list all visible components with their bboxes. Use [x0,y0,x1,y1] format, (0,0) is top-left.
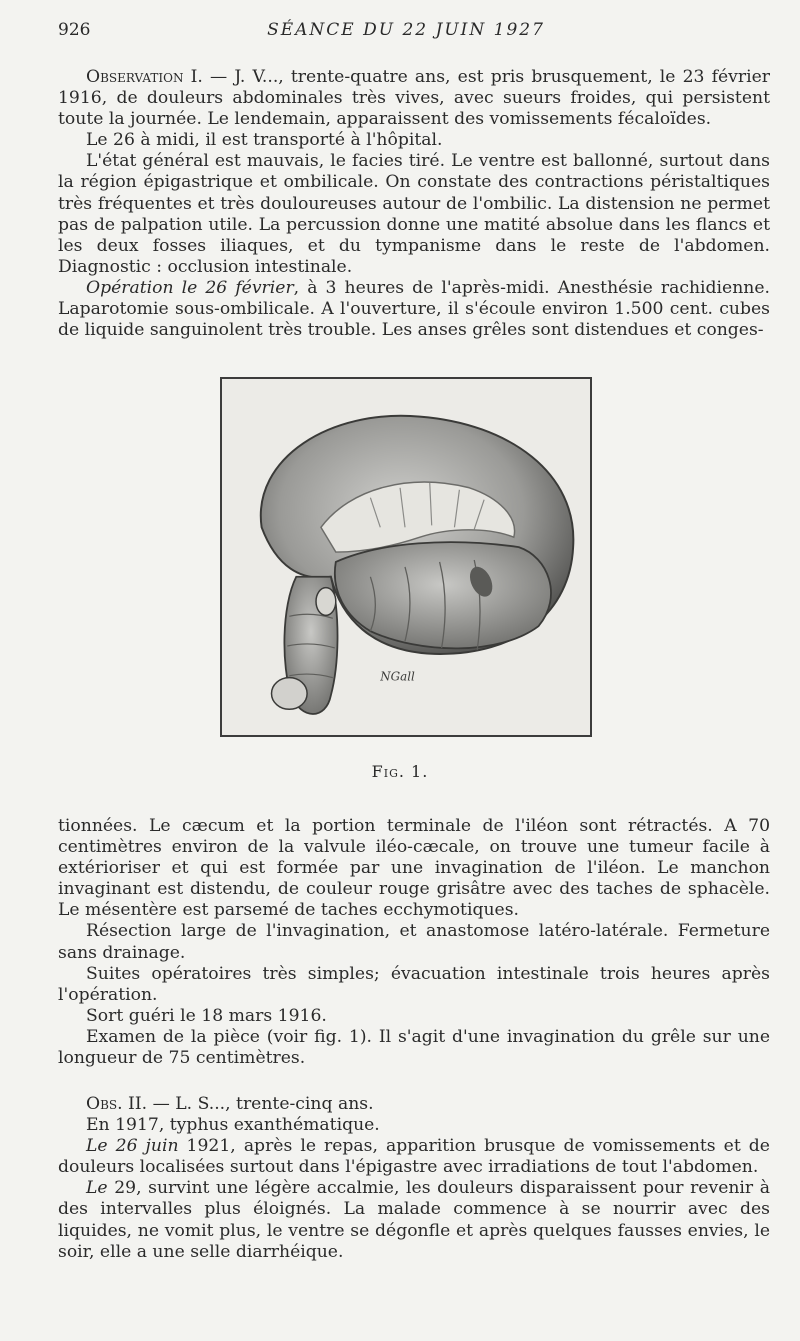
obs2-label: Obs. II. [86,1094,148,1114]
cont-paragraph-3: Suites opératoires très simples; évacuation intestinale trois heures après l'opération. [58,963,770,1005]
running-title: SÉANCE DU 22 JUIN 1927 [267,20,545,40]
observation-1-continued [58,816,770,1069]
obs1-label: Observation I. [86,67,203,87]
page-number: 926 [58,20,91,40]
obs2-paragraph-4: Le 29, survint une légère accalmie, les douleurs disparaissent pour revenir à des intervalles plus éloignés. La malade commence à se nourrir avec des liquides, ne vomit plus, le ventre se dégonfle et après quelques fausses envies, le soir, elle a une selle diarrhéique. [58,1178,770,1262]
obs2-paragraph-1: Obs. II. — L. S..., trente-cinq ans. [86,1094,374,1114]
cont-paragraph-2: Résection large de l'invagination, et anastomose latéro-latérale. Fermeture sans drainage. [58,921,770,963]
figure-1-illustration [220,377,592,737]
obs1-paragraph-2: Le 26 à midi, il est transporté à l'hôpital. [86,130,443,151]
cont-paragraph-4: Sort guéri le 18 mars 1916. [86,1005,327,1026]
observation-1 [58,67,770,341]
obs1-paragraph-3: L'état général est mauvais, le facies tiré. Le ventre est ballonné, surtout dans la région épigastrique et ombilicale. On constate des contractions péristaltiques très fréquentes et très douloureuses autour de l'ombilic. La distension ne permet pas de palpation utile. La percussion donne une matité absolue dans les flancs et les deux fosses iliaques, et du tympanisme dans le reste de l'abdomen. Diagnostic : occlusion intestinale. [58,151,770,277]
figure-caption: Fig. 1. [371,762,429,781]
cont-paragraph-1: tionnées. Le cæcum et la portion terminale de l'iléon sont rétractés. A 70 centimètres environ de la valvule iléo-cæcale, on trouve une tumeur facile à extérioriser et qui est formée par une invagination de l'iléon. Le manchon invaginant est distendu, de couleur rouge grisâtre avec des taches de sphacèle. Le mésentère est parsemé de taches ecchymotiques. [58,816,770,921]
obs2-paragraph-2: En 1917, typhus exanthématique. [86,1115,380,1136]
intestine-illustration [222,379,590,735]
cont-paragraph-5: Examen de la pièce (voir fig. 1). Il s'agit d'une invagination du grêle sur une longueur de 75 centimètres. [58,1026,770,1069]
obs1-paragraph-1: Observation I. — J. V..., trente-quatre ans, est pris brusquement, le 23 février 1916, de douleurs abdominales très vives, avec sueurs froides, qui persistent toute la journée. Le lendemain, apparaissent des vomissements fécaloïdes. [58,67,770,130]
running-header [58,20,754,42]
observation-2 [58,1094,770,1263]
artist-signature: NGall [380,669,415,684]
obs2-paragraph-3: Le 26 juin 1921, après le repas, apparition brusque de vomissements et de douleurs localisées surtout dans l'épigastre avec irradiations de tout l'abdomen. [58,1136,770,1178]
obs1-paragraph-4: Opération le 26 février, à 3 heures de l'après-midi. Anesthésie rachidienne. Laparotomie sous-ombilicale. A l'ouverture, il s'écoule environ 1.500 cent. cubes de liquide sanguinolent très trouble. Les anses grêles sont distendues et conges- [58,277,770,341]
